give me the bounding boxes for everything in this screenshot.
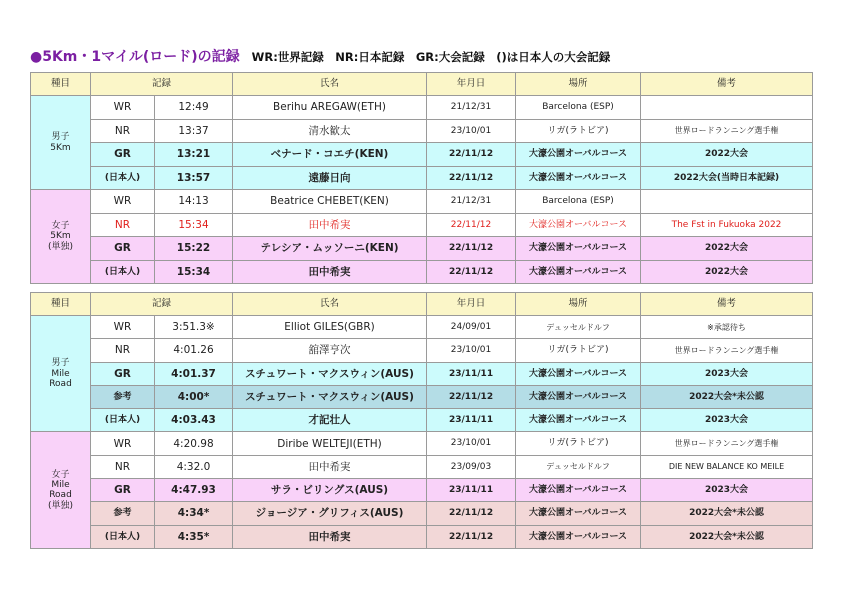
athlete-name: Beatrice CHEBET(KEN) [233,190,427,214]
category-women-5km: 女子 5Km (単独) [31,190,91,284]
record-note: 2022大会*未公認 [641,525,813,548]
table-row [31,502,813,525]
record-type: WR [91,432,155,455]
athlete-name: スチュワート・マクスウィン(AUS) [233,362,427,385]
page-heading [30,46,610,66]
record-place: 大濠公園オーバルコース [516,525,641,548]
record-date: 22/11/12 [427,237,516,261]
record-type: (日本人) [91,525,155,548]
record-time: 4:00* [155,385,233,408]
record-type: NR [91,213,155,237]
record-time: 4:01.37 [155,362,233,385]
athlete-name: Elliot GILES(GBR) [233,316,427,339]
record-note: 世界ロードランニング選手権 [641,432,813,455]
record-place: デュッセルドルフ [516,455,641,478]
header-note: 備考 [641,73,813,96]
page-title: ●5Km・1マイル(ロード)の記録 [30,49,240,65]
record-type: NR [91,119,155,143]
record-place: リガ(ラトビア) [516,432,641,455]
athlete-name: ベナード・コエチ(KEN) [233,143,427,167]
table-row [31,119,813,143]
record-date: 22/11/12 [427,143,516,167]
table-row [31,455,813,478]
record-note: DIE NEW BALANCE KO MEILE [641,455,813,478]
category-men-5km: 男子 5Km [31,96,91,190]
record-time: 3:51.3※ [155,316,233,339]
record-time: 13:21 [155,143,233,167]
record-place: 大濠公園オーバルコース [516,143,641,167]
table-row [31,143,813,167]
table-row [31,525,813,548]
record-type: (日本人) [91,166,155,190]
record-note: 2022大会 [641,260,813,284]
record-type: GR [91,237,155,261]
record-time: 12:49 [155,96,233,120]
record-date: 22/11/12 [427,525,516,548]
header-event: 種目 [31,293,91,316]
table-header-row [31,293,813,316]
record-place: 大濠公園オーバルコース [516,385,641,408]
record-date: 22/11/12 [427,502,516,525]
record-place: 大濠公園オーバルコース [516,479,641,502]
record-place: デュッセルドルフ [516,316,641,339]
athlete-name: ジョージア・グリフィス(AUS) [233,502,427,525]
athlete-name: 遠藤日向 [233,166,427,190]
athlete-name: 才記壮人 [233,409,427,432]
table-row [31,479,813,502]
record-type: 参考 [91,502,155,525]
record-type: NR [91,455,155,478]
header-record: 記録 [91,73,233,96]
record-date: 23/09/03 [427,455,516,478]
record-type: GR [91,143,155,167]
athlete-name: スチュワート・マクスウィン(AUS) [233,385,427,408]
record-note: 2022大会(当時日本記録) [641,166,813,190]
table-header-row [31,73,813,96]
record-note: 2022大会 [641,237,813,261]
record-date: 23/10/01 [427,432,516,455]
record-place: 大濠公園オーバルコース [516,362,641,385]
record-date: 23/11/11 [427,409,516,432]
record-time: 15:34 [155,213,233,237]
category-women-mile: 女子 Mile Road (単独) [31,432,91,548]
table-row [31,213,813,237]
table-row [31,166,813,190]
record-note: 2023大会 [641,409,813,432]
record-place: リガ(ラトビア) [516,119,641,143]
record-time: 15:22 [155,237,233,261]
record-note: 世界ロードランニング選手権 [641,119,813,143]
table-row [31,260,813,284]
record-place: リガ(ラトビア) [516,339,641,362]
record-time: 4:35* [155,525,233,548]
record-type: GR [91,362,155,385]
record-place: 大濠公園オーバルコース [516,502,641,525]
record-time: 4:01.26 [155,339,233,362]
header-name: 氏名 [233,293,427,316]
athlete-name: 清水歓太 [233,119,427,143]
record-time: 4:03.43 [155,409,233,432]
athlete-name: Berihu AREGAW(ETH) [233,96,427,120]
record-place: 大濠公園オーバルコース [516,260,641,284]
table-row [31,96,813,120]
header-date: 年月日 [427,73,516,96]
athlete-name: Diribe WELTEJI(ETH) [233,432,427,455]
record-place: 大濠公園オーバルコース [516,409,641,432]
record-time: 13:37 [155,119,233,143]
header-place: 場所 [516,73,641,96]
record-place: 大濠公園オーバルコース [516,237,641,261]
record-note [641,96,813,120]
category-men-mile: 男子 Mile Road [31,316,91,432]
record-type: (日本人) [91,260,155,284]
athlete-name: 田中希実 [233,455,427,478]
record-time: 4:20.98 [155,432,233,455]
record-note: 2023大会 [641,479,813,502]
record-note: 2022大会*未公認 [641,385,813,408]
record-date: 21/12/31 [427,190,516,214]
record-note: The Fst in Fukuoka 2022 [641,213,813,237]
record-time: 4:47.93 [155,479,233,502]
record-date: 23/11/11 [427,479,516,502]
record-note [641,190,813,214]
record-time: 4:34* [155,502,233,525]
record-type: WR [91,316,155,339]
record-type: (日本人) [91,409,155,432]
table-row [31,432,813,455]
record-type: 参考 [91,385,155,408]
header-event: 種目 [31,73,91,96]
record-date: 23/11/11 [427,362,516,385]
record-place: Barcelona (ESP) [516,190,641,214]
record-place: Barcelona (ESP) [516,96,641,120]
records-table-mile [30,292,813,549]
record-type: GR [91,479,155,502]
record-note: 2022大会*未公認 [641,502,813,525]
record-note: 2022大会 [641,143,813,167]
record-date: 22/11/12 [427,260,516,284]
athlete-name: 田中希実 [233,525,427,548]
records-table-5km [30,72,813,284]
record-time: 15:34 [155,260,233,284]
athlete-name: 田中希実 [233,213,427,237]
athlete-name: サラ・ビリングス(AUS) [233,479,427,502]
header-note: 備考 [641,293,813,316]
record-time: 14:13 [155,190,233,214]
record-date: 22/11/12 [427,385,516,408]
table-row [31,237,813,261]
abbreviation-legend: WR:世界記録 NR:日本記録 GR:大会記録 ()は日本人の大会記録 [251,50,611,64]
record-time: 4:32.0 [155,455,233,478]
record-note: 世界ロードランニング選手権 [641,339,813,362]
record-time: 13:57 [155,166,233,190]
table-row [31,362,813,385]
record-note: 2023大会 [641,362,813,385]
record-type: NR [91,339,155,362]
record-note: ※承認待ち [641,316,813,339]
athlete-name: 舘澤亨次 [233,339,427,362]
record-place: 大濠公園オーバルコース [516,213,641,237]
record-date: 24/09/01 [427,316,516,339]
record-type: WR [91,96,155,120]
header-record: 記録 [91,293,233,316]
table-row [31,385,813,408]
record-place: 大濠公園オーバルコース [516,166,641,190]
record-type: WR [91,190,155,214]
header-name: 氏名 [233,73,427,96]
athlete-name: テレシア・ムッソーニ(KEN) [233,237,427,261]
table-row [31,409,813,432]
header-place: 場所 [516,293,641,316]
athlete-name: 田中希実 [233,260,427,284]
record-date: 23/10/01 [427,119,516,143]
table-row [31,190,813,214]
record-date: 22/11/12 [427,166,516,190]
table-row [31,339,813,362]
table-row [31,316,813,339]
header-date: 年月日 [427,293,516,316]
record-date: 21/12/31 [427,96,516,120]
record-date: 22/11/12 [427,213,516,237]
record-date: 23/10/01 [427,339,516,362]
